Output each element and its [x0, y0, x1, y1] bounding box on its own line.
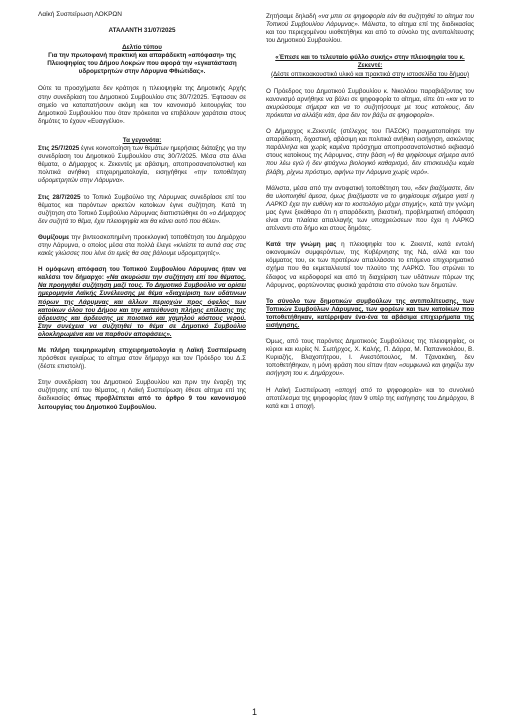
- fact-2-quote: «ο Δήμαρχος δεν συζητά το θέμα, έχει πλειοψηφία και θα κάνει αυτό που θέλει».: [38, 209, 246, 225]
- page-number: 1: [251, 707, 257, 717]
- subsection-title: «Έπεσε και το τελευταίο φύλλο συκής» στην πλειοψηφία του κ. Ζεκεντέ:: [275, 54, 465, 70]
- right-paragraph-3: [266, 128, 474, 177]
- press-release-headline: Για την πρωτοφανή πρακτική και απαράδεκτη «απόφαση» της Πλειοψηφίας του Δήμου Λοκρών που αφορά την «εγκατάσταση υδρομετρητών στην Λάρυμνα Φθιώτιδας».: [47, 52, 237, 76]
- right-4-text: Μάλιστα, μέσα από την αντιφατική τοποθέτηση του,: [266, 184, 415, 192]
- press-release-title: Δελτίο τύπου: [122, 44, 162, 52]
- fact-6-bold: όπως προβλέπεται από το άρθρο 9 του κανονισμού λειτουργίας του Δημοτικού Συμβουλίου.: [38, 395, 246, 411]
- fact-paragraph-4: [38, 266, 246, 339]
- right-8-quote: «αποχή από το ψηφοφορία»: [334, 386, 422, 394]
- right-paragraph-4: [266, 185, 474, 234]
- right-paragraph-5: [266, 241, 474, 290]
- fact-paragraph-2: [38, 194, 246, 226]
- right-1-text: Ζητήσαμε δηλαδή: [266, 13, 319, 20]
- right-1-quote: «να μπει σε ψηφοφορία εάν θα συζητηθεί το αίτημα του Τοπικού Συμβουλίου Λάρυμνας».: [266, 13, 474, 29]
- right-5-text: η πλειοψηφία του κ. Ζεκεντέ, κατά εντολή οικονομικών συμφερόντων, της Κυβέρνησης της ΝΔ, αλλά και του κόμματος του, εκ των προτέρων απαλλάσσει το επόμενο επιχειρηματικό σχήμα που θα εκμεταλλευτεί τον πλούτο της ΛΑΡΚΟ. Του στρώνει το έδαφος να κερδοφορεί και από τη διαχείριση των υδάτινων πόρων της Λάρυμνας, φορτώνοντας φυσικά χαράτσια στο σύνολο των δημοτών.: [266, 241, 474, 289]
- right-paragraph-2: [266, 88, 474, 120]
- fact-5-text: πρόσθεσε εγκαίρως το αίτημα στον δήμαρχο και τον Πρόεδρο του Δ.Σ (δέστε επιστολή).: [38, 355, 246, 371]
- fact-6-text: Στην συνεδρίαση του Δημοτικού Συμβουλίου και πριν την έναρξη της συζήτησης επί του θέματος, η Λαϊκή Συσπείρωση έθεσε αίτημα επί της διαδικασίας: [38, 379, 246, 403]
- organization-name: Λαϊκή Συσπείρωση ΛΟΚΡΩΝ: [38, 11, 122, 18]
- document-date: ΑΤΑΛΑΝΤΗ 31/07/2025: [108, 27, 176, 34]
- right-7-text: Όμως, από τους παρόντες Δημοτικούς Συμβούλους της πλειοψηφίας, οι κύριοι και κυρίες Ν. Σωτήρχος, Χ. Καλής, Π. Δάρρα, Μ. Παπανικολάου, Β. Κυριαζής, Βλαχοπήτρου, Ι. Ανεστόπουλος, Μ. Τζανακάκη, δεν τοποθετήθηκαν, η μόνη φράση που είπαν ήταν: [266, 338, 474, 370]
- right-5-lead: Κατά την γνώμη μας: [266, 241, 337, 249]
- right-paragraph-8: [266, 387, 474, 411]
- fact-paragraph-3: [38, 234, 246, 258]
- fact-3-quote: «κλείστε τα αυτιά σας στις κακές γλώσσες που λένε ότι εμείς θα σας βάλουμε υδρομετρητές».: [38, 241, 247, 258]
- fact-5-lead: Με πλήρη τεκμηριωμένη επιχειρηματολογία η Λαϊκή Συσπείρωση: [38, 347, 246, 354]
- fact-1-quote: «την τοποθέτηση υδρομετρητών στην Λάρυμνα».: [38, 169, 247, 185]
- fact-2-date: Στις 28/7/2025: [38, 193, 81, 201]
- fact-4-lead: Η ομόφωνη απόφαση του Τοπικού Συμβουλίου Λάρυμνας ήταν να καλέσει τον δήμαρχο:: [38, 266, 246, 282]
- fact-3-text: την βιντεοσκοπημένη προεκλογική τοποθέτηση του Δημάρχου στην Λάρυμνα, ο οποίος μέσα στα πολλά έλεγε: [38, 233, 246, 249]
- fact-3-lead: Θυμίζουμε: [38, 233, 70, 241]
- fact-2-text: το Τοπικό Συμβούλιο της Λάρυμνας συνεδρίασε επί του θέματος και παρόντων αρκετών κατοίκων έγινε συζήτηση. Κατά τη συζήτηση στο Τοπικό Συμβούλιο Λάρυμνας διαπιστώθηκε ότι: [38, 193, 246, 217]
- right-8-text: Η Λαϊκή Συσπείρωση: [266, 386, 335, 394]
- facts-title: Τα γεγονότα:: [122, 136, 162, 144]
- right-4-quote: «δεν βιαζόμαστε, δεν θα υλοποιηθεί άμεσα, όμως βιαζόμαστε να το ψηφίσουμε σήμερα γιατί η ΛΑΡΚΟ έχει την ευθύνη και το κοστολόγιο μέχρι στιγμής»,: [266, 184, 474, 208]
- right-2-text: Ο Πρόεδρος του Δημοτικού Συμβουλίου κ. Νικολάου παραβιάζοντας τον κανονισμό αρνήθηκε να βάλει σε ψηφοφορία το αίτημα, είπε ότι: [266, 87, 474, 103]
- fact-1-date: Στις 25/7/2025: [38, 145, 80, 153]
- right-7-quote: «συμφωνώ και ψηφίζω την εισήγηση του κ. Δημάρχου».: [266, 362, 474, 378]
- fact-paragraph-1: [38, 145, 246, 185]
- fact-4-demand: «Να ακυρώσει την συζήτηση επί του θέματος. Να προηγηθεί συζήτηση μαζί τους. Το Δημοτικό Συμβούλιο να ορίσει ημερομηνία Λαϊκής Συνέλευσης με θέμα «διαχείριση των υδάτινων πόρων της Λάρυμνας και άλλων περιοχών προς όφελος των κατοίκων όλου του Δήμου και την κατεύθυνση πλήρης επίλυσης της ύδρευσης και άρδευσης με ποιοτικό και χαμηλού κόστους νερού. Στην συνέχεια να συζητηθεί το θέμα σε Δημοτικό Συμβούλιο ολοκληρωμένα και να παρθούν αποφάσεις».: [38, 274, 247, 338]
- subsection-note: (Δέστε οπτικοακουστικό υλικό και πρακτικά στην ιστοσελίδα του δήμου): [270, 70, 470, 78]
- fact-1-text: έγινε κοινοποίηση των θεμάτων ημερήσιας διάταξης για την συνεδρίαση του Δημοτικού Συμβουλίου στις 30/7/2025. Μέσα στα άλλα θέματα, ο Δήμαρχος κ. Ζεκεντές με αβάσιμη, αποπροσανατολιστική και πολιτικά ανήθικη επιχειρηματολογία, εισηγήθηκε: [38, 145, 246, 177]
- right-paragraph-1: [266, 13, 474, 45]
- fact-paragraph-6: [38, 379, 246, 411]
- right-column: [266, 13, 474, 419]
- intro-paragraph: Ούτε τα προσχήματα δεν κράτησε η πλειοψηφία της Δημοτικής Αρχής στην συνεδρίαση του Δημοτικού Συμβουλίου στις 30/7/2025. Έφτασαν σε σημείο να καταπατήσουν ακόμη και τον κανονισμό λειτουργίας του Δημοτικού Συμβουλίου που όταν πρόκειται να επιβάλουν χαράτσια στους δημότες το έχουν «Ευαγγέλιο».: [38, 85, 246, 125]
- right-2-quote: «και να το ακυρώσουμε σήμερα και να το συζητήσουμε με τους κατοίκους, δεν πρόκειται να αλλάξει κάτι, άρα δεν τον βάζω σε ψηφοφορία».: [266, 95, 474, 119]
- fact-paragraph-5: [38, 347, 246, 371]
- right-3-text: Ο Δήμαρχος κ.Ζεκεντές (στέλεχος του ΠΑΣΟΚ) πραγματοποίησε την απαράδεκτη, διχαστική, αβάσιμη και πολιτικά ανήθικη εισήγηση, ασκώντας παράλληλα και χωρίς καμένα πρόσχημα αποπροσανατολιστικό εκβιασμό στους κατοίκους της Λάρυμνας, στην βάση: [266, 128, 474, 160]
- right-8-text-b: και το συνολικό αποτέλεσμα της ψηφοφορίας ήταν 9 υπέρ της εισήγησης του Δημάρχου, 8 κατά και 1 αποχή.: [266, 386, 474, 410]
- right-4-text-b: κατά την γνώμη μας έγινε ξεκάθαρο ότι η απαράδεκτη, βιαστική, προβληματική απόφαση είναι στα πλαίσια απαλλαγής των υποχρεώσεων που έχει η ΛΑΡΚΟ απέναντι στο δήμο και στους δημότες.: [266, 200, 474, 233]
- right-paragraph-7: [266, 338, 474, 378]
- right-paragraph-6: Το σύνολο των δημοτικών συμβούλων της αντιπολίτευσης, των Τοπικών Συμβούλων Λάρυμνας, των φορέων και των κατοίκων που τοποθετήθηκαν, κατέρριψαν ένα-ένα τα αβάσιμα επιχειρήματα της εισήγησης.: [266, 297, 474, 329]
- left-column: [38, 27, 246, 420]
- right-3-quote: «ή θα ψηφίσουμε σήμερα αυτό που λέω εγώ ή δεν φτιάχνω βιολογικό καθαρισμό, δεν επισκευάζω καμία βλάβη, ρίχνω πρόστιμο, αφήνω την Λάρυμνα χωρίς νερό».: [266, 152, 475, 176]
- right-1-text-b: Μάλιστα, το αίτημα επί της διαδικασίας και του περιεχομένου υιοθετήθηκε και από το σύνολο της αντιπολίτευσης του Δημοτικού Συμβουλίου.: [266, 21, 474, 45]
